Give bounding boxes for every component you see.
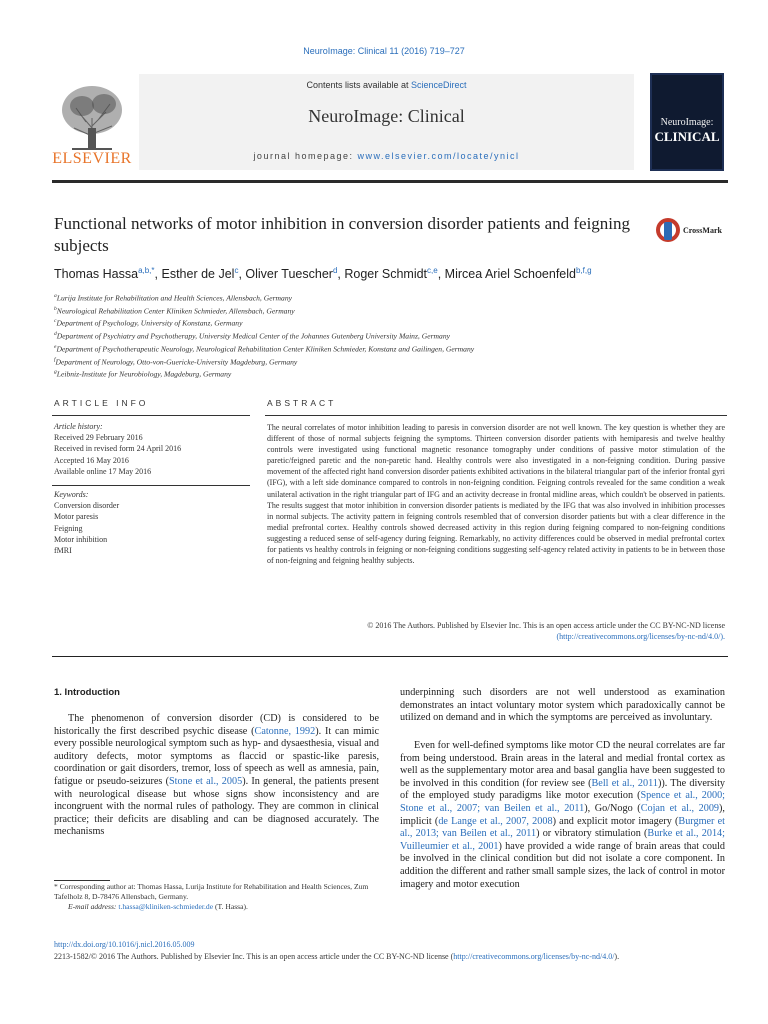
paragraph-text: ), Go/Nogo ( <box>584 802 641 814</box>
header-divider <box>52 180 728 183</box>
paragraph-text: ). In general, the patients present with neurological disease but whose signs show inconsistency and are incongruent with the normal rules of pathology. They are common in clinical practice; their deficits are disabling and can be diagnosed accurately. The mechanisms <box>54 775 379 838</box>
author-name[interactable]: Thomas Hassa <box>54 267 139 282</box>
paragraph-text: The phenomenon of conversion disorder (CD) is considered to be historically the first described psychic disease ( <box>54 713 379 737</box>
citation-link[interactable]: Spence et al., 2000; Stone et al., 2007; van Beilen et al., 2011 <box>400 790 725 814</box>
abstract-text: The neural correlates of motor inhibition leading to paresis in conversion disorder are not well known. The key question is whether they are different of those of normal subjects feigning the symptoms. Thirteen conversion disorder patients with hemiparesis and twelve healthy controls were investigated using functional magnetic resonance tomography under conditions of passive motor stimulation of the paretic/feigned paretic and the non-paretic hand. Healthy controls were also investigated in a non-feigning condition. During passive movement of the affected right hand conversion disorder patients exhibited activations in the bilateral triangular part of the inferior frontal gyri (IFG), with a left side dominance compared to controls in non-feigning condition. Feigning controls revealed for the same condition a weak unilateral activation in the right triangular part of IFG and an activity decrease in frontal midline areas, which couldn't be observed in patients. The results suggest that motor inhibition in conversion disorder patients is mediated by the IFG that was also involved in inhibition processes in normal subjects. The activity pattern in feigning controls resembled that of conversion disorder patients but with a clear difference in the medial prefrontal cortex. Healthy controls showed decreased activity in this region during feigning compared to non-feigning conditions suggesting a reduced sense of self-agency during feigning. Remarkably, no activity differences could be observed in medial prefrontal cortex for patients vs healthy controls in feigning or non-feigning conditions suggesting self-agency related activity in patients to be in between those of non-feigning and feigning healthy subjects. <box>267 423 725 566</box>
contents-line <box>139 80 634 90</box>
citation-link[interactable]: Bell et al., 2011 <box>591 777 658 789</box>
copyright-text: © 2016 The Authors. Published by Elsevier Inc. This is an open access article under the CC BY-NC-ND license <box>367 621 725 630</box>
affiliation-text: Department of Psychiatry and Psychotherapy, University Medical Center of the Johannes Gutenberg University Mainz, Germany <box>56 331 450 341</box>
affiliation-key: e <box>54 343 57 350</box>
crossmark-label[interactable]: CrossMark <box>683 226 722 235</box>
history-label: Article history: <box>54 422 103 431</box>
issn-license-line <box>54 952 744 961</box>
homepage-link[interactable]: www.elsevier.com/locate/ynicl <box>357 151 520 161</box>
keywords-label: Keywords: <box>54 490 89 499</box>
affiliation-key: b <box>54 305 57 312</box>
article-title: Functional networks of motor inhibition in conversion disorder patients and feigning subjects <box>54 214 631 255</box>
author-separator: , <box>437 267 445 282</box>
keyword: Motor inhibition <box>54 534 108 544</box>
paragraph-text: ) or vibratory stimulation ( <box>536 828 648 840</box>
author-name[interactable]: Esther de Jel <box>161 267 235 282</box>
affiliation-text: Department of Psychotherapeutic Neurology, Neurological Rehabilitation Center Kliniken Schmieder, Konstanz and Gailingen, Germany <box>56 344 475 354</box>
affiliation-item <box>54 291 734 304</box>
abstract-rule <box>265 415 727 416</box>
history-item: Available online 17 May 2016 <box>54 466 152 476</box>
author-separator: , <box>337 267 345 282</box>
citation-link[interactable]: de Lange et al., 2007, 2008 <box>438 815 553 827</box>
corresponding-author-footnote <box>54 882 379 913</box>
affiliation-item <box>54 329 734 342</box>
email-label: E-mail address: <box>68 902 119 912</box>
footnote-rule <box>54 880 110 881</box>
abstract-heading: ABSTRACT <box>267 398 337 408</box>
sciencedirect-link[interactable]: ScienceDirect <box>411 80 467 90</box>
keywords <box>54 489 250 556</box>
issn-license-link[interactable]: http://creativecommons.org/licenses/by-nc-nd/4.0/ <box>453 952 615 961</box>
author-affiliation-marker[interactable]: b,f,g <box>575 266 592 275</box>
paragraph-text: Even for well-defined symptoms like motor CD the neural correlates are far from being understood. Brain areas in the lateral and medial frontal cortex as well as the supplementary motor area and basal ganglia have been suggested to be involved in this condition (for review see ( <box>400 740 725 789</box>
citation-link[interactable]: Cojan et al., 2009 <box>640 802 720 814</box>
cover-title-line1: NeuroImage: <box>660 117 714 128</box>
affiliation-key: g <box>54 369 57 376</box>
journal-name: NeuroImage: Clinical <box>308 106 465 126</box>
paragraph-text: ) and explicit motor imagery ( <box>552 815 679 827</box>
paragraph-text: ) have provided a wide range of brain areas that could be involved in the clinical condition but did not isolate a core component. In addition the different and rather small sample sizes, the lack of control in motor imagery and motor execution <box>400 840 725 890</box>
intro-paragraph-1-continued: underpinning such disorders are not well understood as examination demonstrates an intact voluntary motor system which paradoxically cannot be utilized on demand and in which the symptoms are perceived as involuntary. <box>400 687 725 724</box>
issn-text: 2213-1582/© 2016 The Authors. Published by Elsevier Inc. This is an open access article under the CC BY-NC-ND license ( <box>54 952 454 961</box>
cover-title-line2: CLINICAL <box>654 129 720 144</box>
author-separator: , <box>238 267 246 282</box>
email-line <box>54 902 379 912</box>
citation-link[interactable]: Stone et al., 2005 <box>169 775 243 787</box>
author-name[interactable]: Mircea Ariel Schoenfeld <box>444 267 576 282</box>
issn-end: ). <box>614 952 620 961</box>
corresponding-author-text: * Corresponding author at: Thomas Hassa, Lurija Institute for Rehabilitation and Health Sciences, Zum Tafelholz 8, D-78476 Allensbach, Germany. <box>54 882 369 902</box>
email-link[interactable]: t.hassa@kliniken-schmieder.de <box>118 902 214 912</box>
abstract-copyright <box>267 620 725 642</box>
homepage-prefix: journal homepage: <box>253 151 358 161</box>
section-heading-introduction: 1. Introduction <box>54 687 120 698</box>
author-affiliation-marker[interactable]: c <box>234 266 239 275</box>
paragraph-text: )). The diversity of the employed study paradigms like motor execution ( <box>400 777 726 802</box>
body-divider <box>52 656 728 657</box>
affiliation-key: c <box>54 318 57 325</box>
history-item: Received 29 February 2016 <box>54 433 143 443</box>
affiliation-text: Department of Psychology, University of Konstanz, Germany <box>56 319 243 328</box>
affiliation-text: Lurija Institute for Rehabilitation and Health Sciences, Allensbach, Germany <box>56 293 292 303</box>
article-info-heading: ARTICLE INFO <box>54 398 149 408</box>
affiliation-item <box>54 304 734 317</box>
affiliation-key: a <box>54 293 57 299</box>
author-list <box>54 266 734 281</box>
keyword: Motor paresis <box>54 512 99 522</box>
paragraph-text: ). It can mimic every possible neurological symptom such as hyp- and dysaesthesia, visual and auditory defects, motor symptoms as flaccid or spastic-like paresis, coordination or gait disorders, tremor, loss of speech as well as amnesia, pain, fatigue or pseudo-seizures ( <box>54 725 379 787</box>
affiliation-item <box>54 342 734 355</box>
paragraph-text: ), implicit ( <box>400 802 725 827</box>
affiliation-item <box>54 316 734 329</box>
affiliation-item <box>54 367 734 380</box>
affiliation-text: Leibniz-Institute for Neurobiology, Magdeburg, Germany <box>56 369 232 379</box>
author-affiliation-marker[interactable]: d <box>332 266 338 275</box>
keyword: Conversion disorder <box>54 501 120 511</box>
affiliation-key: f <box>54 356 56 363</box>
affiliation-text: Department of Neurology, Otto-von-Guericke-University Magdeburg, Germany <box>55 357 298 367</box>
author-affiliation-marker[interactable]: a,b,* <box>138 266 155 275</box>
author-affiliation-marker[interactable]: c,e <box>427 266 438 275</box>
affiliation-key: d <box>54 331 57 338</box>
citation-link[interactable]: Burke et al., 2014; Vuilleumier et al., 2001 <box>400 828 725 852</box>
intro-paragraph-2 <box>400 740 725 891</box>
keyword: fMRI <box>54 546 72 556</box>
keyword: Feigning <box>54 523 83 533</box>
journal-homepage-line <box>139 151 634 161</box>
author-name[interactable]: Oliver Tuescher <box>245 267 333 282</box>
affiliation-text: Neurological Rehabilitation Center Kliniken Schmieder, Allensbach, Germany <box>56 306 295 316</box>
history-item: Received in revised form 24 April 2016 <box>54 444 182 454</box>
author-name[interactable]: Roger Schmidt <box>344 267 428 282</box>
doi-link[interactable]: http://dx.doi.org/10.1016/j.nicl.2016.05.009 <box>54 940 195 949</box>
affiliation-item <box>54 355 734 368</box>
contents-prefix: Contents lists available at <box>306 80 412 90</box>
journal-cover-thumbnail[interactable] <box>650 73 724 171</box>
history-item: Accepted 16 May 2016 <box>54 455 129 465</box>
citation-link[interactable]: Catonne, 1992 <box>254 725 316 737</box>
article-info-rule <box>52 415 250 416</box>
journal-reference[interactable]: NeuroImage: Clinical 11 (2016) 719–727 <box>303 46 465 56</box>
article-history <box>54 421 250 477</box>
author-separator: , <box>154 267 162 282</box>
intro-paragraph-1 <box>54 713 379 839</box>
citation-link[interactable]: Burgmer et al., 2013; van Beilen et al., 2011 <box>400 815 726 840</box>
affiliations <box>54 291 734 380</box>
publisher-wordmark: ELSEVIER <box>52 150 132 167</box>
email-suffix: (T. Hassa). <box>213 902 248 912</box>
keywords-rule <box>52 485 250 486</box>
license-link[interactable]: (http://creativecommons.org/licenses/by-nc-nd/4.0/). <box>556 632 725 642</box>
